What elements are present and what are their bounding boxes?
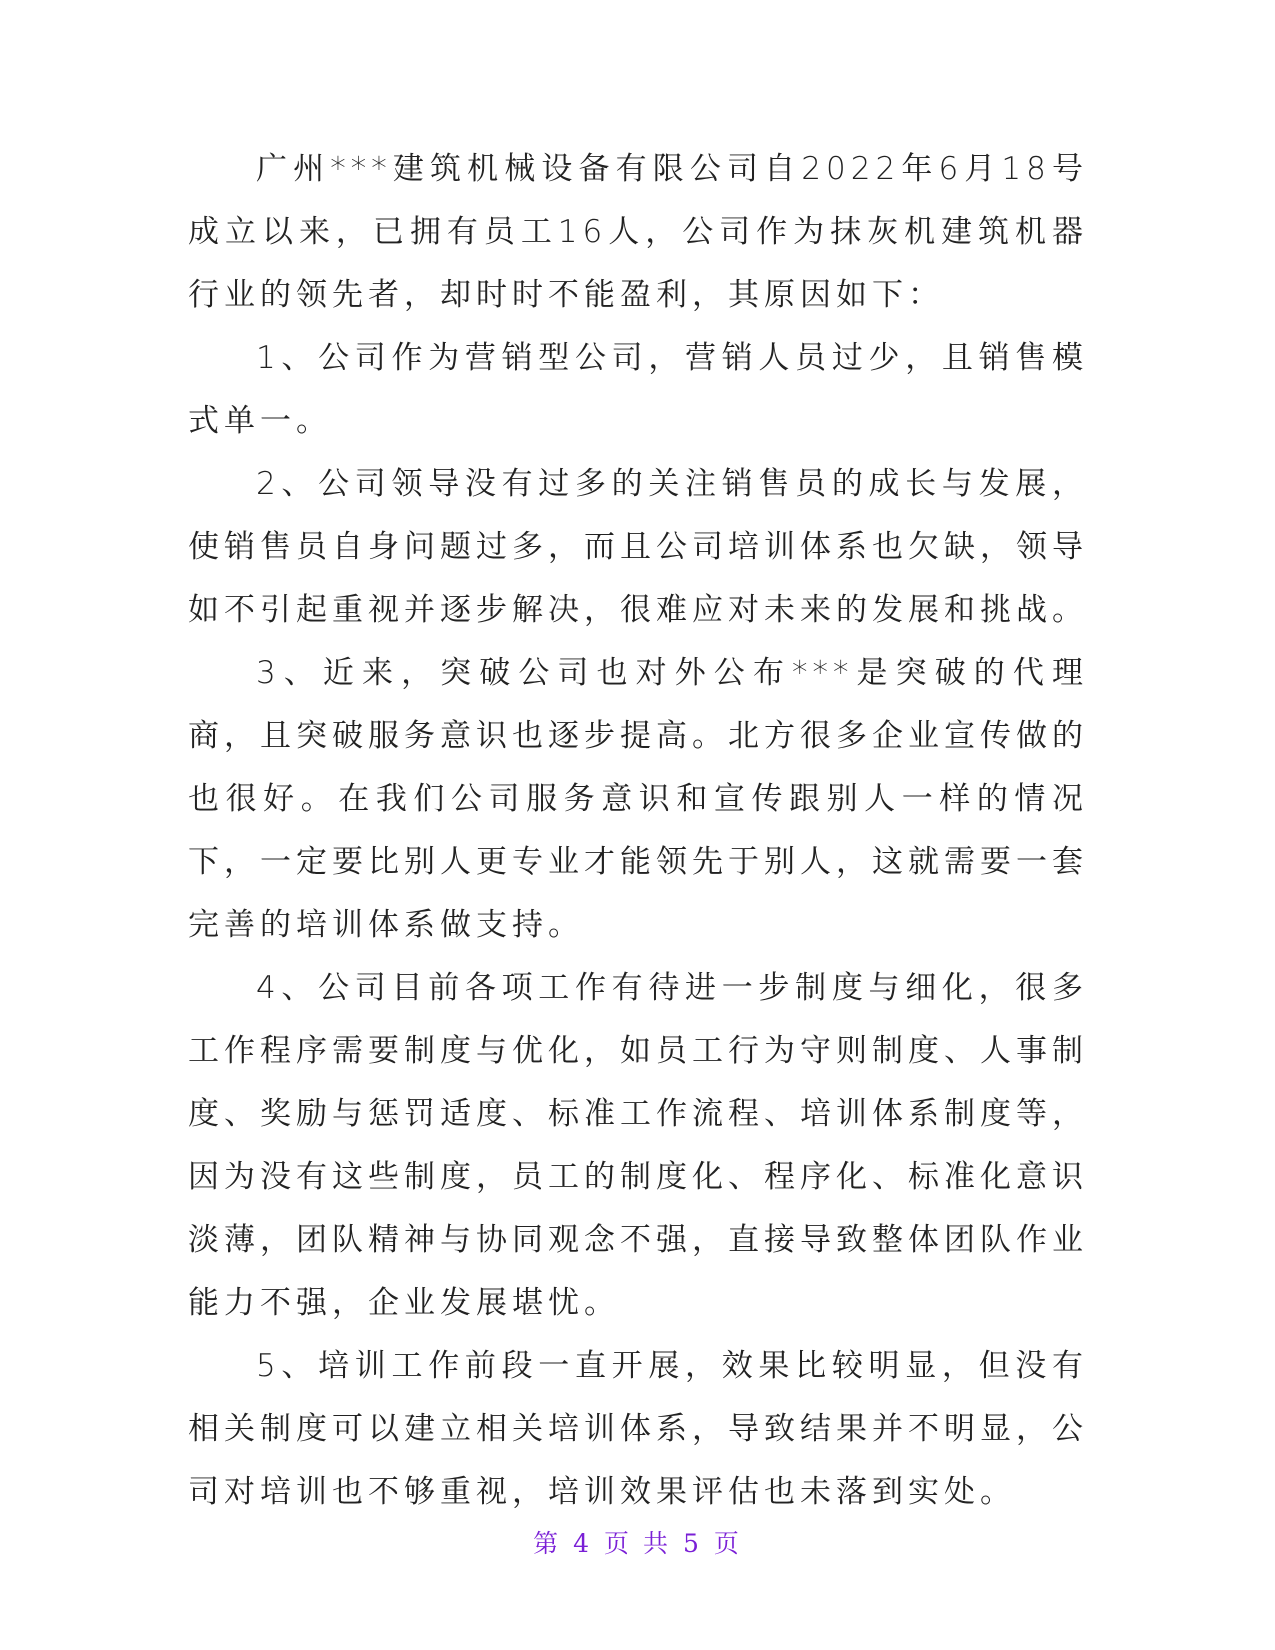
page-label-prefix: 第 — [533, 1529, 562, 1558]
page-footer — [0, 1524, 1275, 1560]
current-page-number: 4 — [573, 1529, 593, 1558]
total-pages-number: 5 — [682, 1529, 702, 1558]
reason-paragraph-4: 4、公司目前各项工作有待进一步制度与细化，很多工作程序需要制度与优化，如员工行为守则制度、人事制度、奖励与惩罚适度、标准工作流程、培训体系制度等，因为没有这些制度，员工的制度化、程序化、标准化意识淡薄，团队精神与协同观念不强，直接导致整体团队作业能力不强，企业发展堪忧。 — [188, 970, 1088, 1321]
reason-paragraph-2: 2、公司领导没有过多的关注销售员的成长与发展，使销售员自身问题过多，而且公司培训体系也欠缺，领导如不引起重视并逐步解决，很难应对未来的发展和挑战。 — [188, 466, 1088, 628]
reason-paragraph-1: 1、公司作为营销型公司，营销人员过少，且销售模式单一。 — [188, 340, 1088, 439]
intro-paragraph: 广州***建筑机械设备有限公司自2022年6月18号成立以来，已拥有员工16人，公司作为抹灰机建筑机器行业的领先者，却时时不能盈利，其原因如下： — [188, 151, 1088, 313]
document-body — [188, 138, 1088, 1524]
page-label-middle: 页 共 — [604, 1529, 671, 1558]
page-label-suffix: 页 — [713, 1529, 742, 1558]
reason-paragraph-3: 3、近来，突破公司也对外公布***是突破的代理商，且突破服务意识也逐步提高。北方很多企业宣传做的也很好。在我们公司服务意识和宣传跟别人一样的情况下，一定要比别人更专业才能领先于别人，这就需要一套完善的培训体系做支持。 — [188, 655, 1088, 943]
reason-paragraph-5: 5、培训工作前段一直开展，效果比较明显，但没有相关制度可以建立相关培训体系，导致结果并不明显，公司对培训也不够重视，培训效果评估也未落到实处。 — [188, 1348, 1088, 1510]
